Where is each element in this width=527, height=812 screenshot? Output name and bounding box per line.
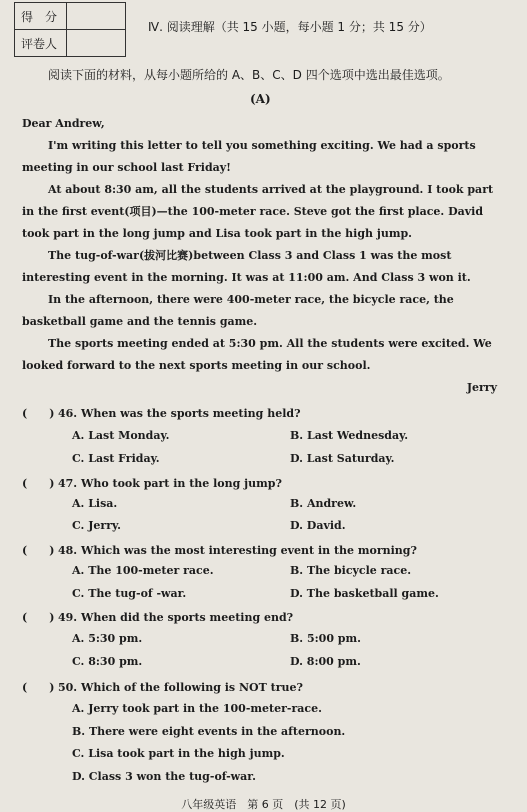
letter-paragraph: At about 8:30 am, all the students arrived at the playground. I took part in the first event(项目)—the 100-meter race. Steve got the first place. David took part in the long jump and Lisa took part in the high jump. xyxy=(22,183,494,240)
option-a: A. Jerry took part in the 100-meter-race. xyxy=(72,702,322,715)
question-text: 48. Which was the most interesting event in the morning? xyxy=(58,544,417,557)
answer-blank[interactable]: ( ) xyxy=(22,544,55,557)
option-c: C. The tug-of -war. xyxy=(72,587,187,600)
letter-paragraph: The sports meeting ended at 5:30 pm. All the students were excited. We looked forward to the next sports meeting in our school. xyxy=(22,337,492,372)
option-c: C. Lisa took part in the high jump. xyxy=(72,747,285,760)
option-b: B. 5:00 pm. xyxy=(290,632,361,645)
option-a: A. Last Monday. xyxy=(72,429,170,442)
option-b: B. Andrew. xyxy=(290,497,357,510)
question-48 xyxy=(22,542,417,558)
option-a: A. The 100-meter race. xyxy=(72,564,214,577)
question-47 xyxy=(22,475,282,491)
letter-paragraph: In the afternoon, there were 400-meter race, the bicycle race, the basketball game and the tennis game. xyxy=(22,293,454,328)
question-50 xyxy=(22,679,303,695)
option-b: B. The bicycle race. xyxy=(290,564,412,577)
letter-passage xyxy=(22,113,497,399)
answer-blank[interactable]: ( ) xyxy=(22,681,55,694)
score-box xyxy=(14,2,126,57)
section-instruction: 阅读下面的材料，从每小题所给的 A、B、C、D 四个选项中选出最佳选项。 xyxy=(48,68,450,82)
grader-label: 评卷人 xyxy=(15,30,67,57)
letter-signature: Jerry xyxy=(466,381,497,394)
question-text: 47. Who took part in the long jump? xyxy=(58,477,282,490)
question-text: 46. When was the sports meeting held? xyxy=(58,407,301,420)
option-b: B. Last Wednesday. xyxy=(290,429,409,442)
question-49 xyxy=(22,609,293,625)
option-c: C. Jerry. xyxy=(72,519,121,532)
option-b: B. There were eight events in the afternoon. xyxy=(72,725,346,738)
answer-blank[interactable]: ( ) xyxy=(22,477,55,490)
letter-greeting: Dear Andrew, xyxy=(22,117,105,130)
option-c: C. Last Friday. xyxy=(72,452,160,465)
grader-blank xyxy=(67,30,126,57)
option-c: C. 8:30 pm. xyxy=(72,655,143,668)
option-d: D. The basketball game. xyxy=(290,587,439,600)
option-d: D. 8:00 pm. xyxy=(290,655,361,668)
question-46 xyxy=(22,405,301,421)
option-a: A. 5:30 pm. xyxy=(72,632,143,645)
option-a: A. Lisa. xyxy=(72,497,118,510)
page-footer: 八年级英语 第 6 页 (共 12 页) xyxy=(181,798,346,811)
question-text: 50. Which of the following is NOT true? xyxy=(58,681,303,694)
letter-paragraph: I'm writing this letter to tell you something exciting. We had a sports meeting in our school last Friday! xyxy=(22,139,476,174)
question-text: 49. When did the sports meeting end? xyxy=(58,611,294,624)
score-label: 得 分 xyxy=(15,3,67,30)
option-d: D. Class 3 won the tug-of-war. xyxy=(72,770,256,783)
passage-label: (A) xyxy=(250,92,271,106)
section-title: Ⅳ. 阅读理解（共 15 小题，每小题 1 分；共 15 分） xyxy=(148,20,432,34)
letter-paragraph: The tug-of-war(拔河比赛)between Class 3 and Class 1 was the most interesting event in the morning. It was at 11:00 am. And Class 3 won it. xyxy=(22,249,471,284)
option-d: D. David. xyxy=(290,519,346,532)
score-blank xyxy=(67,3,126,30)
option-d: D. Last Saturday. xyxy=(290,452,395,465)
answer-blank[interactable]: ( ) xyxy=(22,611,55,624)
answer-blank[interactable]: ( ) xyxy=(22,407,55,420)
